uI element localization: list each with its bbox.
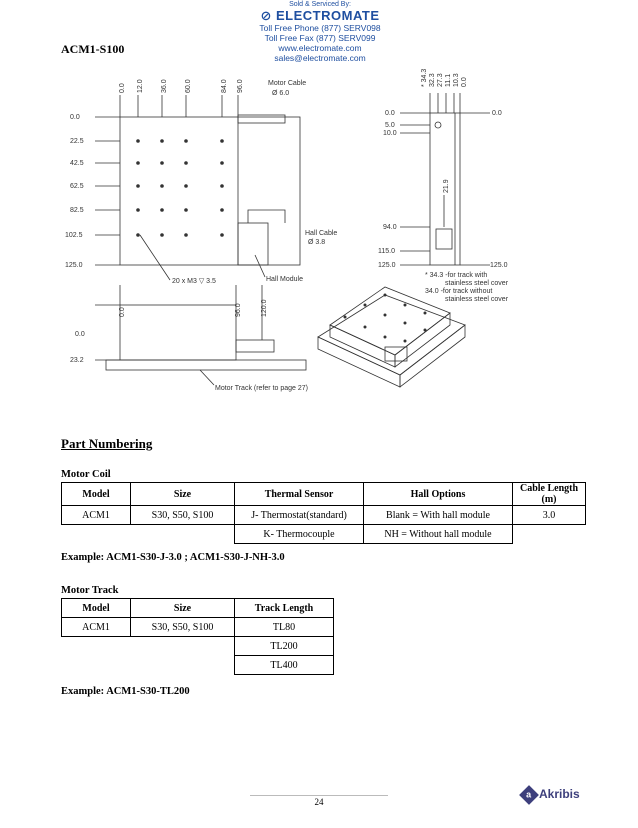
technical-drawing bbox=[0, 55, 638, 425]
side-top-dim-2: 27.3 bbox=[437, 73, 444, 87]
top-view-body bbox=[120, 117, 300, 265]
front-top-dim-1: 96.0 bbox=[235, 303, 242, 317]
side-left-dim-1: 5.0 bbox=[385, 122, 395, 129]
akribis-mark-icon: a bbox=[519, 785, 539, 805]
motor-track-table bbox=[61, 598, 334, 675]
side-left-dim-4: 115.0 bbox=[378, 248, 395, 255]
left-dim-1: 22.5 bbox=[70, 138, 84, 145]
cell-hall: Blank = With hall module bbox=[364, 506, 513, 525]
note-line-3: 34.0 -for track without bbox=[425, 288, 493, 295]
motor-track-label: Motor Track (refer to page 27) bbox=[215, 385, 308, 392]
top-dim-4: 84.0 bbox=[221, 79, 228, 93]
side-left-dim-5: 125.0 bbox=[378, 262, 396, 269]
left-dim-3: 62.5 bbox=[70, 183, 84, 190]
table-row bbox=[62, 656, 334, 675]
cell-size: S30, S50, S100 bbox=[131, 506, 235, 525]
side-top-dim-3: 11.1 bbox=[445, 73, 452, 87]
table-row bbox=[62, 618, 334, 637]
cell-model: ACM1 bbox=[62, 618, 131, 637]
note-line-4: stainless steel cover bbox=[445, 296, 509, 303]
hall-cable-label: Hall Cable bbox=[305, 230, 338, 237]
left-dim-2: 42.5 bbox=[70, 160, 84, 167]
motor-cable-outlet bbox=[238, 115, 285, 123]
side-mid-dim: 21.9 bbox=[443, 179, 450, 193]
cell-track-length: TL200 bbox=[235, 637, 334, 656]
iso-track bbox=[318, 295, 465, 375]
email-link[interactable]: sales@electromate.com bbox=[274, 53, 366, 63]
top-dim-1: 12.0 bbox=[137, 79, 144, 93]
hall-module bbox=[238, 223, 268, 265]
header-hall-options: Hall Options bbox=[364, 483, 513, 506]
sold-by-text: Sold & Serviced By: bbox=[289, 1, 351, 8]
left-dim-6: 125.0 bbox=[65, 262, 83, 269]
footer-divider bbox=[250, 795, 388, 796]
side-top-dim-4: 10.3 bbox=[453, 73, 460, 87]
distributor-header bbox=[230, 0, 410, 63]
fax-text: Toll Free Fax (877) SERV099 bbox=[264, 33, 376, 43]
side-right-dim-1: 125.0 bbox=[490, 262, 508, 269]
left-dim-0: 0.0 bbox=[70, 114, 80, 121]
cell-track-length: TL80 bbox=[235, 618, 334, 637]
front-view-track bbox=[106, 360, 306, 370]
hall-cable-diameter: Ø 3.8 bbox=[308, 239, 326, 246]
header-thermal-sensor: Thermal Sensor bbox=[235, 483, 364, 506]
table-row bbox=[62, 637, 334, 656]
top-dim-0: 0.0 bbox=[119, 83, 126, 93]
left-dim-4: 82.5 bbox=[70, 207, 84, 214]
top-dim-2: 36.0 bbox=[161, 79, 168, 93]
cell-cable: 3.0 bbox=[513, 506, 586, 525]
header-size: Size bbox=[131, 599, 235, 618]
phone-text: Toll Free Phone (877) SERV098 bbox=[259, 23, 381, 33]
cell-size: S30, S50, S100 bbox=[131, 618, 235, 637]
top-dim-3: 60.0 bbox=[185, 79, 192, 93]
header-model: Model bbox=[62, 483, 131, 506]
example-track: Example: ACM1-S30-TL200 bbox=[61, 686, 190, 697]
side-top-dim-1: 32.3 bbox=[429, 73, 436, 87]
header-cable-length: Cable Length (m) bbox=[513, 483, 586, 506]
motor-coil-header-row bbox=[62, 483, 586, 506]
model-title: ACM1-S100 bbox=[61, 42, 125, 56]
page-number: 24 bbox=[314, 797, 324, 807]
front-left-dim-1: 23.2 bbox=[70, 357, 84, 364]
header-track-length: Track Length bbox=[235, 599, 334, 618]
website-link[interactable]: www.electromate.com bbox=[278, 43, 362, 53]
motor-track-header-row bbox=[62, 599, 334, 618]
motor-coil-heading: Motor Coil bbox=[61, 469, 111, 480]
cell-thermal: J- Thermostat(standard) bbox=[235, 506, 364, 525]
side-right-dim-0: 0.0 bbox=[492, 110, 502, 117]
side-left-dim-3: 94.0 bbox=[383, 224, 397, 231]
side-top-dim-0: * 34.3 bbox=[421, 68, 428, 87]
left-dim-5: 102.5 bbox=[65, 232, 83, 239]
header-size: Size bbox=[131, 483, 235, 506]
top-dim-5: 96.0 bbox=[237, 79, 244, 93]
side-left-dim-2: 10.0 bbox=[383, 130, 397, 137]
example-coil: Example: ACM1-S30-J-3.0 ; ACM1-S30-J-NH-3.0 bbox=[61, 552, 285, 563]
front-top-dim-2: 120.0 bbox=[261, 299, 268, 317]
side-top-dim-5: 0.0 bbox=[461, 77, 468, 87]
motor-cable-label: Motor Cable bbox=[268, 80, 307, 87]
note-line-2: stainless steel cover bbox=[445, 280, 509, 287]
cell-thermal-alt: K- Thermocouple bbox=[235, 525, 364, 544]
front-top-dim-0: 0.0 bbox=[119, 307, 126, 317]
table-row bbox=[62, 525, 586, 544]
front-view-body bbox=[120, 305, 236, 360]
holes-label: 20 x M3 ▽ 3.5 bbox=[172, 278, 216, 285]
electromate-logo: ⊘ ELECTROMATE bbox=[260, 8, 380, 23]
note-line-1: * 34.3 -for track with bbox=[425, 272, 488, 279]
motor-track-heading: Motor Track bbox=[61, 585, 119, 596]
part-numbering-heading: Part Numbering bbox=[61, 436, 153, 451]
header-model: Model bbox=[62, 599, 131, 618]
cell-model: ACM1 bbox=[62, 506, 131, 525]
table-row bbox=[62, 506, 586, 525]
motor-cable-diameter: Ø 6.0 bbox=[272, 90, 290, 97]
cell-track-length: TL400 bbox=[235, 656, 334, 675]
cell-hall-alt: NH = Without hall module bbox=[364, 525, 513, 544]
mounting-holes bbox=[136, 139, 426, 342]
side-left-dim-0: 0.0 bbox=[385, 110, 395, 117]
front-left-dim-0: 0.0 bbox=[75, 331, 85, 338]
hall-module-label: Hall Module bbox=[266, 276, 303, 283]
motor-coil-table bbox=[61, 482, 586, 544]
akribis-logo: a Akribis bbox=[522, 787, 580, 802]
